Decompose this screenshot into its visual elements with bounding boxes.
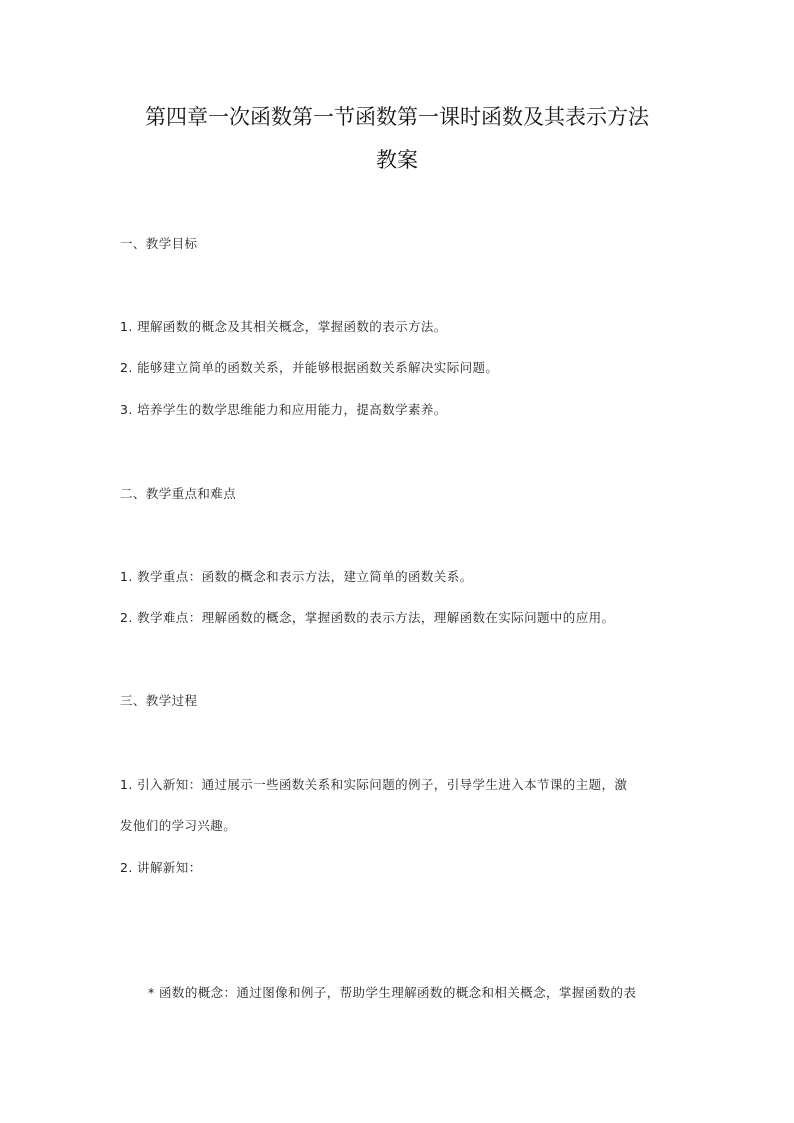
section-heading-objectives: 一、教学目标 — [120, 236, 198, 251]
objective-item-3: 3. 培养学生的数学思维能力和应用能力，提高数学素养。 — [120, 402, 447, 417]
key-point-item-2: 2. 教学难点：理解函数的概念，掌握函数的表示方法，理解函数在实际问题中的应用。 — [120, 610, 615, 625]
document-title-line1: 第四章一次函数第一节函数第一课时函数及其表示方法 — [145, 105, 649, 129]
section-heading-process: 三、教学过程 — [120, 693, 198, 708]
objective-item-1: 1. 理解函数的概念及其相关概念，掌握函数的表示方法。 — [120, 319, 447, 334]
key-point-item-1: 1. 教学重点：函数的概念和表示方法，建立简单的函数关系。 — [120, 569, 473, 584]
section-heading-key-points: 二、教学重点和难点 — [120, 486, 237, 501]
objective-item-2: 2. 能够建立简单的函数关系，并能够根据函数关系解决实际问题。 — [120, 360, 499, 375]
document-title-line2: 教案 — [376, 148, 418, 172]
process-item-1-line1: 1. 引入新知：通过展示一些函数关系和实际问题的例子，引导学生进入本节课的主题，激 — [120, 777, 628, 792]
process-item-2: 2. 讲解新知： — [120, 860, 202, 875]
process-bullet-1: * 函数的概念：通过图像和例子，帮助学生理解函数的概念和相关概念，掌握函数的表 — [148, 985, 637, 1000]
process-item-1-line2: 发他们的学习兴趣。 — [120, 818, 237, 833]
